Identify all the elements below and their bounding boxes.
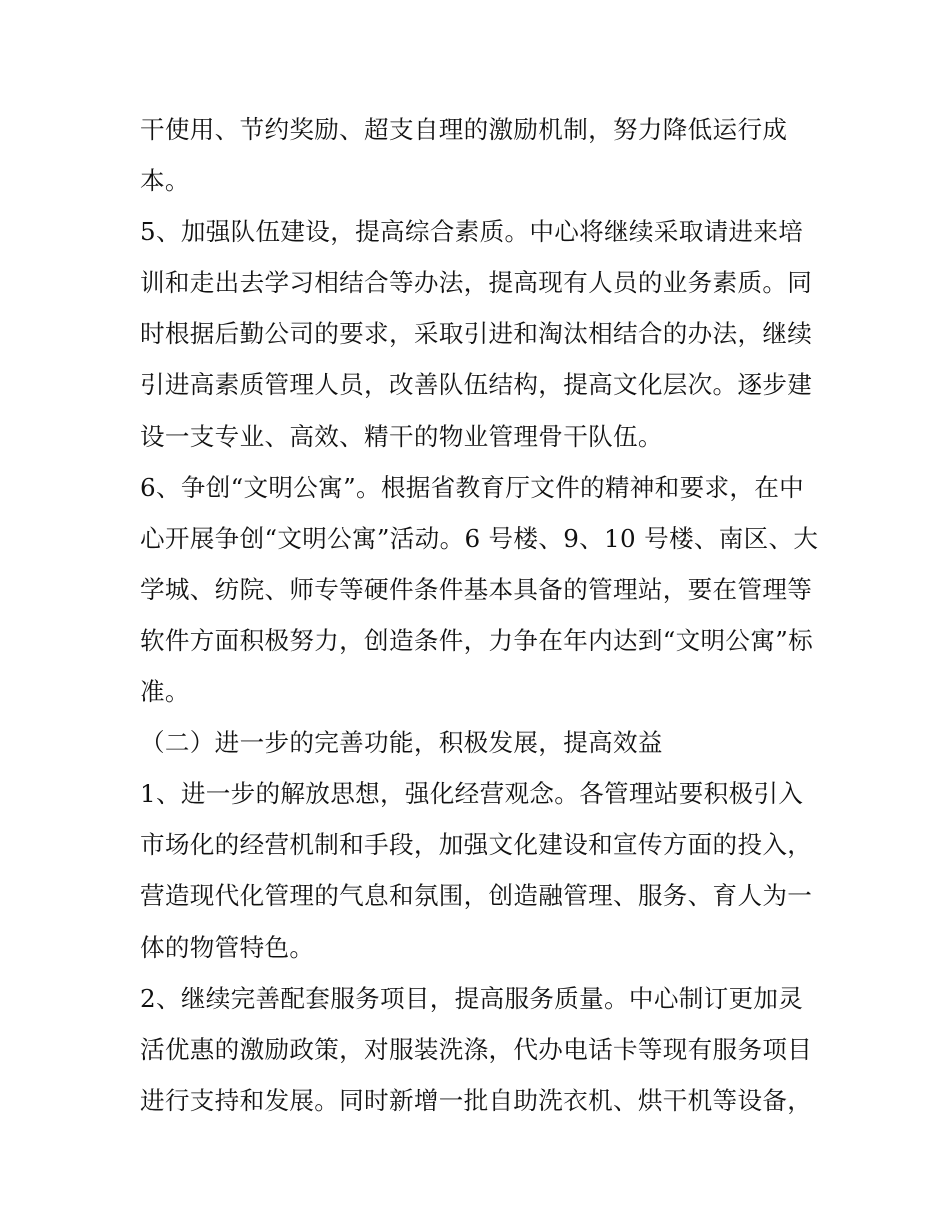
- text-line: 准。: [140, 677, 190, 707]
- text-line: 2、继续完善配套服务项目，提高服务质量。中心制订更加灵: [140, 983, 804, 1013]
- text-line: 训和走出去学习相结合等办法，提高现有人员的业务素质。同: [140, 268, 813, 298]
- text-line: 5、加强队伍建设，提高综合素质。中心将继续采取请进来培: [140, 217, 804, 247]
- text-line: 营造现代化管理的气息和氛围，创造融管理、服务、育人为一: [140, 881, 813, 911]
- text-line: 本。: [140, 166, 190, 196]
- text-line: 学城、纺院、师专等硬件条件基本具备的管理站，要在管理等: [140, 574, 813, 604]
- document-body: [140, 104, 820, 1126]
- text-line: 1、进一步的解放思想，强化经营观念。各管理站要积极引入: [140, 779, 804, 809]
- text-line: 进行支持和发展。同时新增一批自助洗衣机、烘干机等设备，: [140, 1085, 813, 1115]
- text-line: 体的物管特色。: [140, 932, 315, 962]
- text-line: 6、争创“文明公寓”。根据省教育厅文件的精神和要求，在中: [140, 472, 805, 502]
- text-line: 干使用、节约奖励、超支自理的激励机制，努力降低运行成: [140, 115, 788, 144]
- text-line: 软件方面积极努力，创造条件，力争在年内达到“文明公寓”标: [140, 625, 813, 655]
- text-line: 活优惠的激励政策，对服装洗涤，代办电话卡等现有服务项目: [140, 1034, 813, 1064]
- text-line: 市场化的经营机制和手段，加强文化建设和宣传方面的投入，: [140, 830, 813, 860]
- text-line: 时根据后勤公司的要求，采取引进和淘汰相结合的办法，继续: [140, 319, 813, 349]
- text-line: 引进高素质管理人员，改善队伍结构，提高文化层次。逐步建: [140, 370, 813, 400]
- text-line: 心开展争创“文明公寓”活动。6 号楼、9、10 号楼、南区、大: [140, 523, 819, 553]
- section-heading: （二）进一步的完善功能，积极发展，提高效益: [140, 728, 663, 758]
- text-line: 设一支专业、高效、精干的物业管理骨干队伍。: [140, 421, 663, 451]
